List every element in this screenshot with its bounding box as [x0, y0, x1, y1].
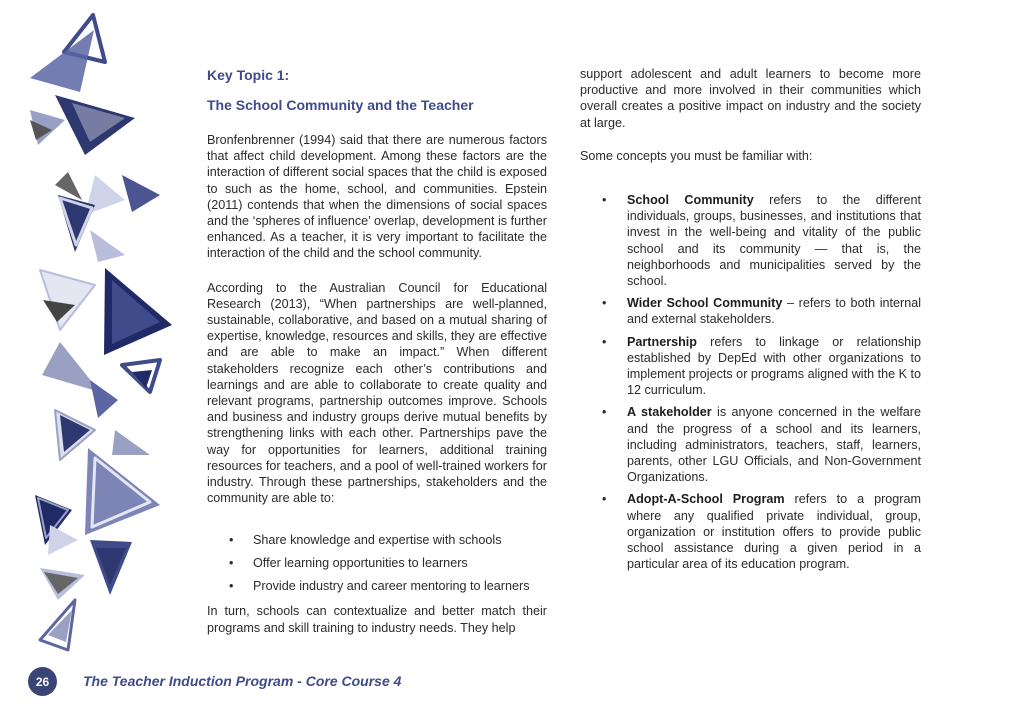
footer-title: The Teacher Induction Program - Core Course 4 — [83, 673, 402, 689]
concept-term: Partnership — [627, 334, 697, 349]
paragraph-in-turn: In turn, schools can contextualize and better match their programs and skill training to industry needs. They help — [207, 604, 547, 635]
list-item-text: Offer learning opportunities to learners — [253, 556, 468, 571]
concept-item — [580, 295, 921, 327]
paragraph-bronfenbrenner: Bronfenbrenner (1994) said that there are numerous factors that affect child development. Among these factors are the interaction of different social spaces that the child is exposed to such as the home, school, and communities. Epstein (2011) contends that when the dimensions of social spaces and the ‘spheres of influence’ overlap, development is further enhanced. As a teacher, it is very important to facilitate the interaction of the child and the school community. — [207, 133, 547, 261]
concept-definition: refers to a program where any qualified private individual, group, organization or institution offers to provide public school assistance during a given period in a particular area of its education program. — [627, 492, 921, 572]
bullet-icon: • — [229, 533, 234, 548]
stakeholder-benefits-list — [207, 532, 547, 601]
concept-term: Adopt-A-School Program — [627, 492, 785, 507]
bullet-icon: • — [229, 556, 234, 571]
decorative-triangles — [0, 0, 175, 724]
topic-label: Key Topic 1: — [207, 67, 290, 83]
concept-item — [580, 491, 921, 572]
concept-definition: – refers to both internal and external stakeholders. — [627, 296, 921, 327]
concept-definition: is anyone concerned in the welfare and the progress of a school and its learners, including administrators, teachers, staff, learners, parents, other LGU Officials, and Non-Government Organizations. — [627, 405, 921, 485]
paragraph-continuation: support adolescent and adult learners to become more productive and more involved in their communities which overall creates a positive impact on industry and the society at large. — [580, 67, 921, 130]
left-column — [207, 66, 547, 636]
concept-definition: refers to the different individuals, groups, businesses, and institutions that invest in the well-being and vitality of the public school and its community — that is, the neighborhoods and municipalities served by the school. — [627, 193, 921, 289]
paragraph-concepts-intro: Some concepts you must be familiar with: — [580, 148, 813, 163]
concept-definition: refers to linkage or relationship established by DepEd with other organizations to implement projects or programs aligned with the K to 12 curriculum. — [627, 334, 921, 398]
concept-item — [580, 404, 921, 485]
topic-title: The School Community and the Teacher — [207, 97, 474, 113]
list-item-text: Share knowledge and expertise with schools — [253, 533, 502, 548]
bullet-icon: • — [602, 334, 607, 349]
bullet-icon: • — [602, 193, 607, 208]
concept-item — [580, 334, 921, 399]
bullet-icon: • — [602, 405, 607, 420]
bullet-icon: • — [602, 296, 607, 311]
concepts-list — [580, 192, 921, 572]
bullet-icon: • — [602, 492, 607, 507]
paragraph-acer: According to the Australian Council for Educational Research (2013), “When partnerships are well-planned, sustainable, collaborative, and based on a mutual sharing of expertise, knowledge, resources and skills, they are effective and are able to make an impact.” When different stakeholders recognize each other’s contributions and learnings and are able to collaborate to create quality and relevant programs, partnership outcomes improve. Schools and business and industry groups derive mutual benefits by strengthening links with each other. Partnerships pave the way for opportunities for learners, additional training resources for teachers, and a pool of well-trained workers for industry. Through these partnerships, stakeholders and the community are able to: — [207, 280, 547, 506]
page-number-badge: 26 — [28, 667, 57, 696]
concept-item — [580, 192, 921, 289]
concept-term: A stakeholder — [627, 405, 712, 420]
concept-term: School Community — [627, 193, 754, 208]
bullet-icon: • — [229, 579, 234, 594]
list-item-text: Provide industry and career mentoring to learners — [253, 579, 530, 594]
concept-term: Wider School Community — [627, 296, 783, 311]
list-item — [207, 555, 547, 578]
list-item — [207, 532, 547, 555]
right-column — [580, 66, 921, 578]
list-item — [207, 578, 547, 601]
